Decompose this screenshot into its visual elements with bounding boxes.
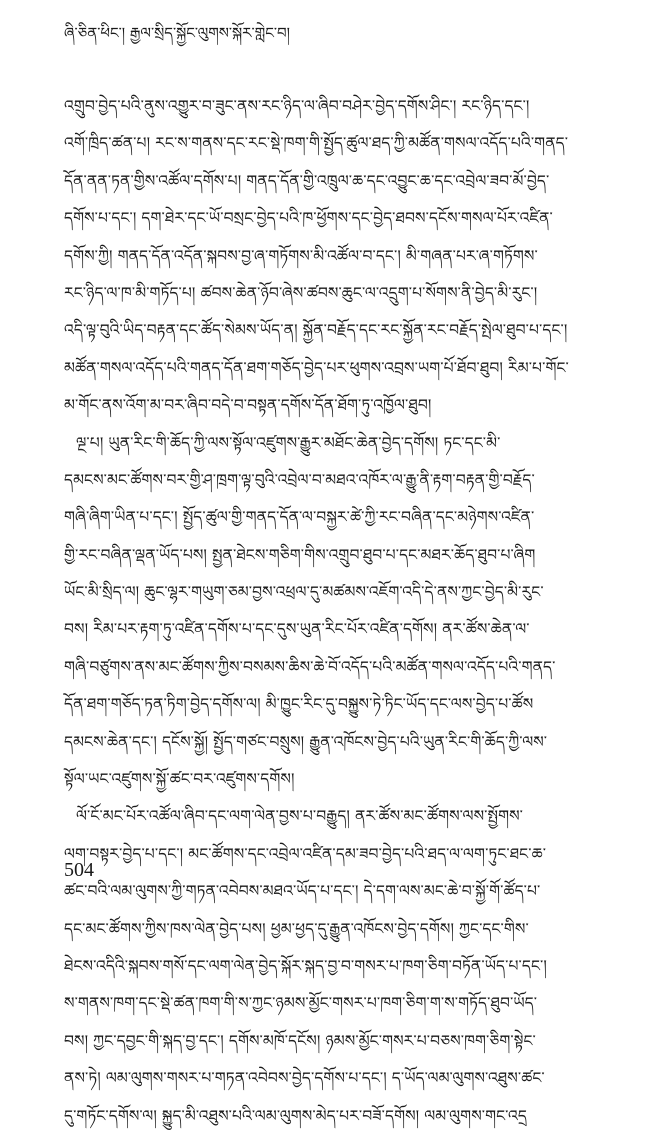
text-line: འདི་ལྟ་བུའི་ཡིད་བརྟན་དང་ཚོད་སེམས་ཡོད་ན། སྐྱོན་བརྗོད་དང་རང་སྐྱོན་རང་བརྗོད་སྤེལ་ཐུབ་པ་དང་།: [64, 321, 568, 340]
running-header-title: ཞི་ཅིན་ཕིང་། རྒྱལ་སྲིད་སྐྱོང་ལུགས་སྐོར་གླེང་བ།: [64, 24, 290, 42]
text-line: གཞི་བཙུགས་ནས་མང་ཚོགས་ཀྱིས་བསམས་ཆིས་ཆེ་བོ་འདོད་པའི་མཚོན་གསལ་འདོད་པའི་གནད་: [64, 657, 556, 676]
text-line: ཚང་བའི་ལམ་ལུགས་ཀྱི་གཏན་འབེབས་མཐའ་ཡོད་པ་དང་། དེ་དག་ལས་མང་ཆེ་བ་སྐྱོ་གོ་ཚོད་པ་: [64, 882, 541, 901]
text-line: མ་གོང་ནས་འོག་མ་བར་ཞིབ་བདེ་བ་བསྟན་དགོས་དོན་ཐོག་ཏུ་འཁྱོལ་ཐུབ།: [64, 396, 432, 415]
page-number: 504: [64, 859, 94, 881]
text-line: རང་ཉིད་ལ་ཁ་མི་གཏོད་པ། ཚབས་ཆེན་ཉོབ་ཞེས་ཚབས་ཆུང་ལ་འདྲུག་པ་སོགས་ནི་བྱེད་མི་རུང་།: [64, 283, 538, 302]
text-line: ལྔ་པ། ཡུན་རིང་གི་ཆོད་ཀྱི་ལས་སྟོལ་འཛུགས་རྒྱུར་མཐོང་ཆེན་བྱེད་དགོས། ཏང་དང་མི་: [76, 433, 501, 452]
text-line: བས། རིམ་པར་རྟག་ཏུ་འཛིན་དགོས་པ་དང་དུས་ཡུན་རིང་པོར་འཛིན་དགོས། ནར་ཚོས་ཆེན་ལ་: [64, 620, 530, 639]
text-line: སྟོལ་ཡང་འཛུགས་སྐྱོ་ཚང་བར་འཛུགས་དགོས།: [64, 770, 295, 789]
text-line: བས། ཀྱང་དབྱང་གི་སྐད་བྱ་དང་། དགོས་མཁོ་དངོས། ཉམས་མྱོང་གསར་པ་བཅས་ཁག་ཅིག་སྟེང་: [64, 1031, 536, 1050]
text-line: དུ་གཏོང་དགོས་ལ། སྐྱུད་མི་འཐུས་པའི་ལམ་ལུགས་མེད་པར་བཟོ་དགོས། ལམ་ལུགས་གང་འདྲ: [64, 1106, 528, 1125]
text-line: དགོས་ཀྱི། གནད་དོན་འདོན་སྐབས་བྱ་ཞ་གཏོགས་མི་འཚོལ་བ་དང་། མི་གཞན་པར་ཞ་གཏོགས་: [64, 246, 538, 265]
text-line: ནས་ཏེ། ལམ་ལུགས་གསར་པ་གཏན་འབེབས་བྱེད་དགོས་པ་དང་། ད་ཡོད་ལམ་ལུགས་འཐུས་ཚང་: [64, 1069, 545, 1088]
text-line: གཞི་ཞིག་ཡིན་པ་དང་། སྤྱོད་ཚུལ་གྱི་གནད་དོན་ལ་བསྐྱར་ཚེ་ཀྱི་རང་བཞིན་དང་མཉེགས་འཛིན་: [64, 508, 535, 527]
text-line: དམངས་ཆེན་དང་། དངོས་སྐྱོ། སྤྱོད་གཙང་བསྲུས། རྒྱུན་འཁོངས་བྱེད་པའི་ཡུན་རིང་གི་ཆོད་ཀྱི་ལས་: [64, 732, 548, 751]
text-line: ཐེངས་འདིའི་སྐབས་གསོ་དང་ལག་ལེན་བྱེད་སྐོར་སྐད་བྱ་བ་གསར་པ་ཁག་ཅིག་བཏོན་ཡོད་པ་དང་།: [64, 956, 547, 975]
text-line: ལག་བསྟར་བྱེད་པ་དང་། མང་ཚོགས་དང་འབྲེལ་འཛིན་དམ་ཟབ་བྱེད་པའི་ཐད་ལ་ལག་ཏུང་ཐང་ཆ་: [64, 844, 547, 863]
text-line: དོན་ནན་ཏན་གྱིས་འཚོལ་དགོས་པ། གནད་དོན་གྱི་འཁྲུལ་ཆ་དང་འབྱུང་ཆ་དང་འབྲེལ་ཟབ་མོ་བྱེད་: [64, 171, 550, 190]
text-line: གྱི་རང་བཞིན་ལྡན་ཡོད་པས། སྤྱན་ཐེངས་གཅིག་གིས་འགྲུབ་ཐུབ་པ་དང་མཐར་ཆོད་ཐུབ་པ་ཞིག: [64, 545, 536, 564]
text-line: འགོ་ཁྲིད་ཚན་པ། རང་ས་གནས་དང་རང་སྡེ་ཁག་གི་སྤྱོད་ཚུལ་ཐད་ཀྱི་མཚོན་གསལ་འདོད་པའི་གནད་: [64, 134, 569, 153]
text-line: ཡོང་མི་སྲིད་ལ། ཆུང་ལྷར་གཡུག་ཅམ་བྱས་འཕྲལ་དུ་མཚམས་འཇོག་འདི་དེ་ནས་ཀྱང་བྱེད་མི་རུང་: [64, 583, 544, 602]
text-line: དགོས་པ་དང་། དག་ཐེར་དང་ཡོ་བསྲང་བྱེད་པའི་ཁ་ཕྱོགས་དང་བྱེད་ཐབས་དངོས་གསལ་པོར་འཛིན་: [64, 209, 553, 228]
text-line: ལོ་ངོ་མང་པོར་འཚོལ་ཞིབ་དང་ལག་ལེན་བྱས་པ་བརྒྱུད། ནར་ཚོས་མང་ཚོགས་ལས་སྤྱོགས་: [76, 807, 523, 826]
text-line: དང་མང་ཚོགས་ཀྱིས་ཁས་ལེན་བྱེད་པས། ཕྱམ་ཕྱད་དུ་རྒྱུན་འཁོངས་བྱེད་དགོས། ཀྱང་དང་གིས་: [64, 919, 529, 938]
text-line: འགྲུབ་བྱེད་པའི་ནུས་འགྱུར་བ་ཟུང་ནས་རང་ཉིད་ལ་ཞིབ་བཤེར་བྱེད་དགོས་ཤིང་། རང་ཉིད་དང་།: [64, 97, 530, 115]
text-line: ས་གནས་ཁག་དང་སྡེ་ཚན་ཁག་གི་ས་ཀྱང་ཉམས་མྱོང་གསར་པ་ཁག་ཅིག་ག་ས་གཏོད་ཐུབ་ཡོད་: [64, 994, 538, 1013]
text-line: དོན་ཐག་གཅོད་ཏན་ཏིག་བྱེད་དགོས་ལ། མི་ཁྱུང་རིང་དུ་བསྐྱུས་ཏེ་ཏིང་ཡོད་དང་ལས་བྱེད་པ་ཚོས: [64, 695, 534, 714]
text-line: མཚོན་གསལ་འདོད་པའི་གནད་དོན་ཐག་གཅོད་བྱེད་པར་ཕུགས་འབྲས་ཡག་པོ་ཐོབ་ཐུབ། རིམ་པ་གོང་: [64, 358, 569, 377]
text-line: དམངས་མང་ཚོགས་བར་གྱི་ཤ་ཁྲག་ལྟ་བུའི་འབྲེལ་བ་མཐའ་འཁོར་ལ་རྒྱུ་ནི་རྟག་བརྟན་གྱི་བརྗོད་: [64, 470, 535, 489]
